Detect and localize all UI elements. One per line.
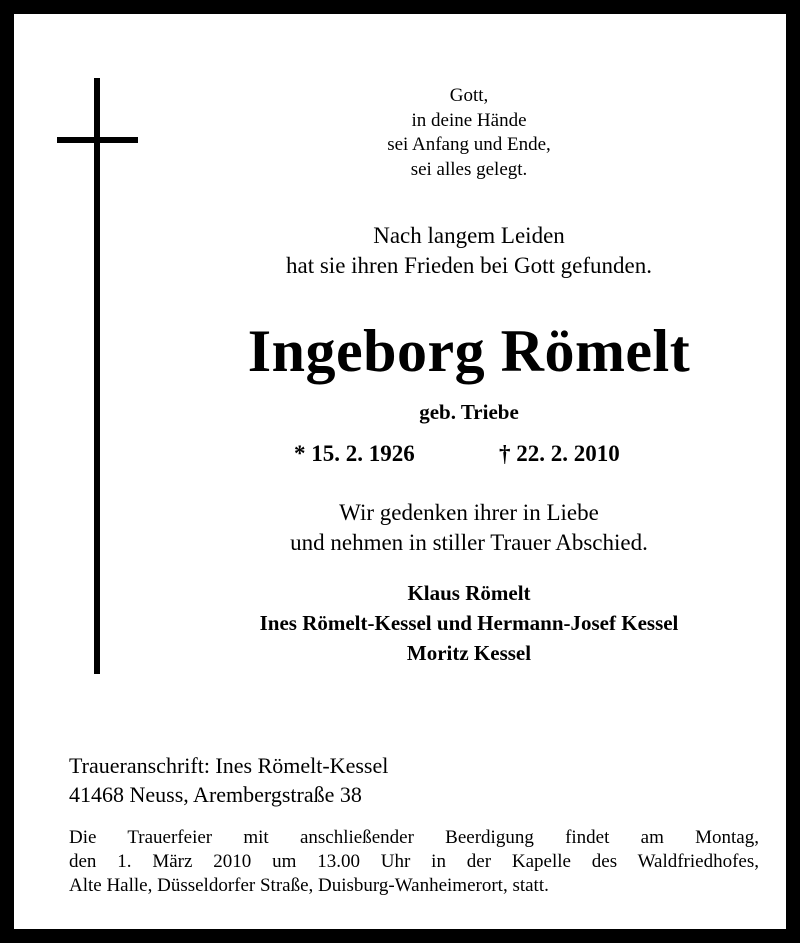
verse-line: in deine Hände (411, 109, 527, 131)
cross-horizontal-beam (57, 137, 138, 143)
remembrance-line: und nehmen in stiller Trauer Abschied. (290, 530, 648, 555)
funeral-details (69, 826, 759, 898)
funeral-line: Alte Halle, Düsseldorfer Straße, Duisburg-Wanheimerort, statt. (69, 875, 549, 896)
mourner-name: Klaus Römelt (407, 581, 531, 605)
passing-statement-line: hat sie ihren Frieden bei Gott gefunden. (286, 253, 652, 278)
death-date: † 22. 2. 2010 (499, 441, 620, 466)
remembrance-line: Wir gedenken ihrer in Liebe (339, 500, 599, 525)
funeral-line: den 1. März 2010 um 13.00 Uhr in der Kapelle des Waldfriedhofes, (69, 851, 759, 872)
maiden-name: geb. Triebe (419, 400, 519, 424)
verse-line: sei alles gelegt. (410, 158, 528, 180)
mourner-name: Ines Römelt-Kessel und Hermann-Josef Kessel (259, 611, 679, 635)
deceased-name: Ingeborg Römelt (247, 318, 691, 384)
birth-date: * 15. 2. 1926 (294, 441, 415, 466)
life-dates (144, 439, 794, 469)
funeral-line: Die Trauerfeier mit anschließender Beerdigung findet am Montag, (69, 827, 759, 848)
remembrance-text (144, 498, 794, 558)
address-line: Traueranschrift: Ines Römelt-Kessel (69, 753, 389, 778)
mourning-address (69, 751, 388, 809)
verse-line: sei Anfang und Ende, (387, 134, 551, 155)
mourners-list (144, 578, 794, 668)
verse-line: Gott, (449, 85, 489, 106)
mourner-name: Moritz Kessel (406, 641, 532, 665)
verse (144, 84, 794, 182)
passing-statement (144, 221, 794, 281)
address-line: 41468 Neuss, Arembergstraße 38 (69, 782, 362, 807)
cross-vertical-beam (94, 78, 100, 674)
passing-statement-line: Nach langem Leiden (373, 223, 565, 248)
